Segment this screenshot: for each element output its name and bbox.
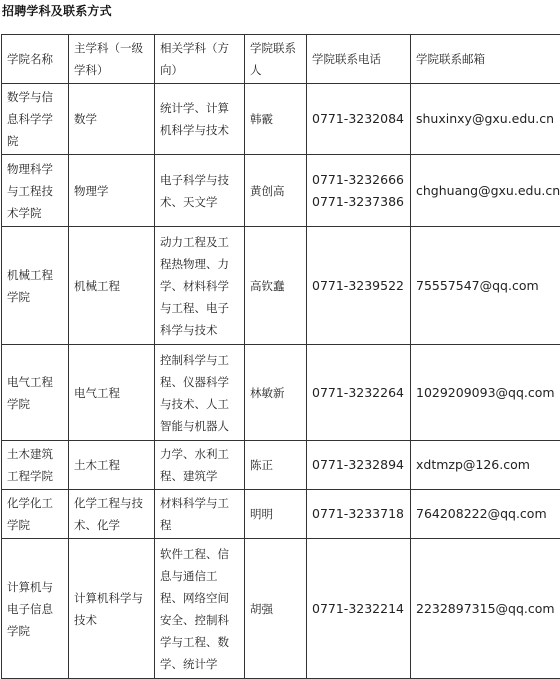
main-discipline: 机械工程	[69, 227, 155, 345]
table-header-row	[2, 35, 560, 84]
table-row	[2, 539, 560, 679]
email-address[interactable]: 764208222@qq.com	[411, 490, 560, 539]
main-discipline: 数学	[69, 84, 155, 155]
phone-number: 0771-3239522	[312, 275, 405, 297]
header-phone: 学院联系电话	[307, 35, 411, 84]
related-discipline: 力学、水利工程、建筑学	[155, 441, 245, 490]
college-name: 数学与信息科学学院	[2, 84, 69, 155]
college-name: 电气工程学院	[2, 345, 69, 441]
related-discipline: 控制科学与工程、仪器科学与技术、人工智能与机器人	[155, 345, 245, 441]
contact-person: 韩霰	[245, 84, 307, 155]
contact-person: 高钦蠢	[245, 227, 307, 345]
phone-number: 0771-3232666	[312, 169, 405, 191]
contact-person: 林敏新	[245, 345, 307, 441]
phone-cell	[307, 155, 411, 227]
contacts-table	[1, 34, 560, 679]
contact-person: 黄创高	[245, 155, 307, 227]
table-row	[2, 345, 560, 441]
college-name: 机械工程学院	[2, 227, 69, 345]
header-college: 学院名称	[2, 35, 69, 84]
college-name: 化学化工学院	[2, 490, 69, 539]
phone-cell	[307, 345, 411, 441]
contact-person: 明明	[245, 490, 307, 539]
college-name: 计算机与电子信息学院	[2, 539, 69, 679]
email-address[interactable]: xdtmzp@126.com	[411, 441, 560, 490]
main-discipline: 物理学	[69, 155, 155, 227]
table-row	[2, 490, 560, 539]
related-discipline: 材料科学与工程	[155, 490, 245, 539]
email-address[interactable]: 75557547@qq.com	[411, 227, 560, 345]
related-discipline: 动力工程及工程热物理、力学、材料科学与工程、电子科学与技术	[155, 227, 245, 345]
phone-number: 0771-3232264	[312, 382, 405, 404]
phone-number: 0771-3232894	[312, 454, 405, 476]
table-row	[2, 155, 560, 227]
table-row	[2, 84, 560, 155]
phone-cell	[307, 490, 411, 539]
table-row	[2, 227, 560, 345]
college-name: 土木建筑工程学院	[2, 441, 69, 490]
phone-cell	[307, 84, 411, 155]
email-address[interactable]: shuxinxy@gxu.edu.cn	[411, 84, 560, 155]
table-row	[2, 441, 560, 490]
main-discipline: 土木工程	[69, 441, 155, 490]
main-discipline: 化学工程与技术、化学	[69, 490, 155, 539]
related-discipline: 统计学、计算机科学与技术	[155, 84, 245, 155]
main-discipline: 电气工程	[69, 345, 155, 441]
header-email: 学院联系邮箱	[411, 35, 560, 84]
header-contact-person: 学院联系人	[245, 35, 307, 84]
phone-number: 0771-3232084	[312, 108, 405, 130]
email-address[interactable]: 1029209093@qq.com	[411, 345, 560, 441]
related-discipline: 软件工程、信息与通信工程、网络空间安全、控制科学与工程、数学、统计学	[155, 539, 245, 679]
header-related-discipline: 相关学科（方向）	[155, 35, 245, 84]
section-heading: 招聘学科及联系方式	[2, 2, 112, 19]
phone-cell	[307, 441, 411, 490]
main-discipline: 计算机科学与技术	[69, 539, 155, 679]
phone-cell	[307, 539, 411, 679]
email-address[interactable]: chghuang@gxu.edu.cn	[411, 155, 560, 227]
email-address[interactable]: 2232897315@qq.com	[411, 539, 560, 679]
header-main-discipline: 主学科（一级学科）	[69, 35, 155, 84]
phone-number: 0771-3232214	[312, 598, 405, 620]
college-name: 物理科学与工程技术学院	[2, 155, 69, 227]
phone-cell	[307, 227, 411, 345]
phone-number: 0771-3237386	[312, 191, 405, 213]
contact-person: 胡强	[245, 539, 307, 679]
phone-number: 0771-3233718	[312, 503, 405, 525]
contact-person: 陈正	[245, 441, 307, 490]
related-discipline: 电子科学与技术、天文学	[155, 155, 245, 227]
